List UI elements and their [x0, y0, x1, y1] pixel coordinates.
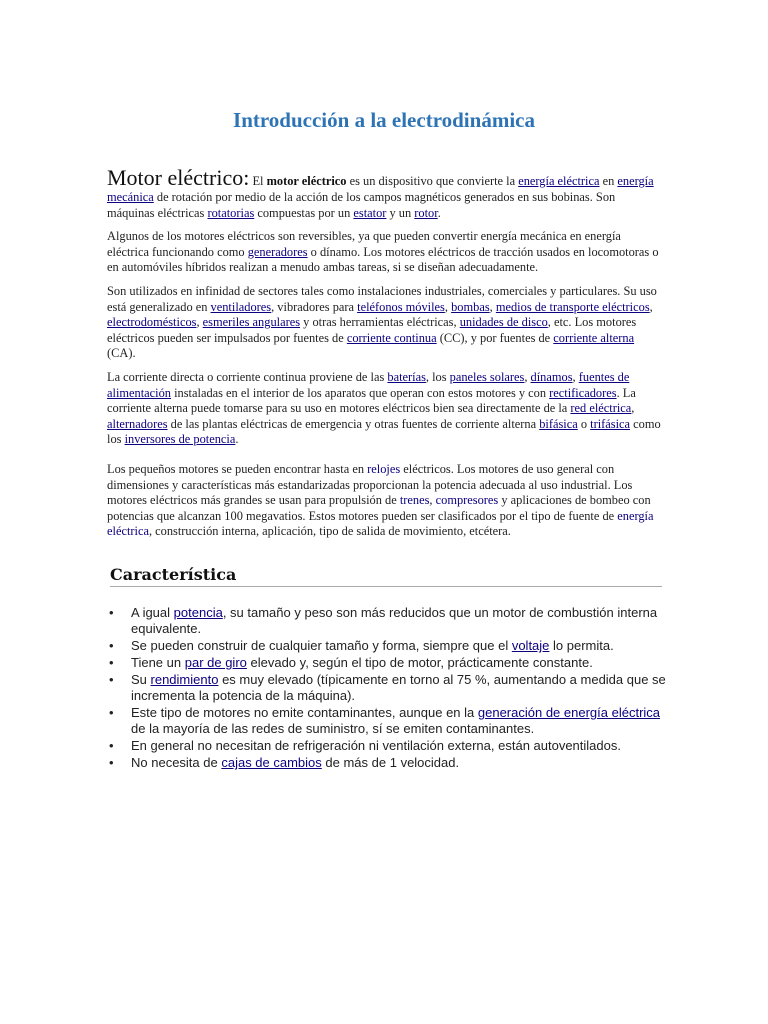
lead-heading: Motor eléctrico: — [107, 165, 250, 190]
bold-term: motor eléctrico — [266, 174, 347, 188]
text-run: lo permita. — [549, 638, 614, 653]
text-run: en — [599, 174, 618, 188]
paragraph-sizes — [107, 462, 662, 540]
text-run: . — [235, 432, 239, 447]
link-energia-electrica[interactable]: energía eléctrica — [107, 508, 654, 539]
bullet-icon: • — [109, 755, 114, 770]
link-rendimiento[interactable]: rendimiento — [150, 672, 219, 687]
text-run: En general no necesitan de refrigeración ni ventilación externa, están autoventilados. — [131, 738, 621, 753]
link-corriente-alterna[interactable]: corriente alterna — [553, 330, 635, 345]
features-list — [107, 605, 667, 772]
text-run: , los — [425, 369, 450, 384]
link-corriente-continua[interactable]: corriente continua — [346, 330, 437, 345]
text-run: Los pequeños motores se pueden encontrar hasta en — [107, 461, 368, 476]
text-run: , — [444, 299, 452, 314]
link-voltaje[interactable]: voltaje — [511, 638, 550, 653]
bullet-icon: • — [109, 605, 114, 620]
text-run: , etc. Los motores eléctricos pueden ser impulsados por fuentes de — [107, 315, 637, 345]
link-bifasica[interactable]: bifásica — [539, 416, 578, 431]
paragraph-intro — [107, 166, 662, 221]
text-run: , — [649, 299, 653, 314]
link-fuentes-de-alimentacion[interactable]: fuentes de alimentación — [107, 369, 630, 400]
link-generacion-de-energia-electrica[interactable]: generación de energía eléctrica — [477, 705, 661, 720]
link-rectificadores[interactable]: rectificadores — [549, 385, 617, 400]
text-run: es un dispositivo que convierte la — [346, 174, 519, 188]
link-ventiladores[interactable]: ventiladores — [210, 299, 272, 314]
text-run: , su tamaño y peso son más reducidos que un motor de combustión interna equivalente. — [131, 605, 658, 636]
link-red-electrica[interactable]: red eléctrica — [570, 401, 632, 416]
text-run: A igual — [131, 605, 174, 620]
text-run: Algunos de los motores eléctricos son reversibles, ya que pueden convertir energía mecánica en energía eléctrica funcionando como — [107, 229, 621, 259]
link-estator[interactable]: estator — [353, 205, 387, 220]
feature-item — [107, 755, 667, 771]
link-cajas-de-cambios[interactable]: cajas de cambios — [221, 755, 322, 770]
feature-item — [107, 738, 667, 754]
text-run: de la mayoría de las redes de suministro, sí se emiten contaminantes. — [131, 721, 535, 736]
text-run: y otras herramientas eléctricas, — [300, 315, 460, 330]
text-run: de más de 1 velocidad. — [321, 755, 460, 770]
text-run: , vibradores para — [271, 299, 358, 314]
link-alternadores[interactable]: alternadores — [107, 416, 168, 431]
link-rotatorias[interactable]: rotatorias — [207, 205, 255, 220]
feature-item — [107, 605, 667, 637]
paragraph-reversible — [107, 229, 662, 276]
text-run: instaladas en el interior de los aparatos que operan con estos motores y con — [171, 385, 550, 400]
text-run: es muy elevado (típicamente en torno al 75 %, aumentando a medida que se incrementa la potencia de la máquina). — [131, 672, 666, 703]
text-run: No necesita de — [131, 755, 222, 770]
link-dinamos[interactable]: dínamos — [530, 369, 573, 384]
text-run: (CA). — [107, 346, 136, 361]
feature-item — [107, 638, 667, 654]
text-run: y un — [386, 205, 415, 220]
text-run: , construcción interna, aplicación, tipo de salida de movimiento, etcétera. — [148, 524, 511, 539]
link-energia-mecanica[interactable]: energía mecánica — [107, 174, 654, 204]
feature-item — [107, 655, 667, 671]
link-relojes[interactable]: relojes — [367, 461, 401, 476]
text-run: de las plantas eléctricas de emergencia y otras fuentes de corriente alterna — [167, 416, 540, 431]
text-run: El — [249, 174, 267, 188]
intro-section — [107, 166, 662, 548]
link-trifasica[interactable]: trifásica — [590, 416, 631, 431]
feature-item — [107, 705, 667, 737]
text-run: o dínamo. Los motores eléctricos de tracción usados en locomotoras o en automóviles híbridos realizan a menudo ambas tareas, si se diseñan adecuadamente. — [107, 244, 659, 275]
link-generadores[interactable]: generadores — [247, 244, 308, 259]
text-run: eléctricos. Los motores de uso general con dimensiones y características más estandarizadas proporcionan la potencia adecuada al uso industrial. Los motores eléctricos más grandes se usan para propulsión de — [107, 461, 633, 508]
text-run: o — [577, 416, 591, 431]
bullet-icon: • — [109, 638, 114, 653]
link-medios-de-transporte-electricos[interactable]: medios de transporte eléctricos — [495, 299, 650, 314]
link-telefonos-moviles[interactable]: teléfonos móviles — [357, 299, 445, 314]
text-run: La corriente directa o corriente continua proviene de las — [107, 369, 388, 384]
bullet-icon: • — [109, 672, 114, 687]
text-run: . — [437, 205, 441, 220]
link-par-de-giro[interactable]: par de giro — [184, 655, 247, 670]
bullet-icon: • — [109, 655, 114, 670]
text-run: , — [631, 401, 635, 416]
section-title-caracteristica: Característica — [110, 565, 662, 587]
link-energia-electrica[interactable]: energía eléctrica — [518, 174, 600, 188]
text-run: Este tipo de motores no emite contaminantes, aunque en la — [131, 705, 478, 720]
feature-item — [107, 672, 667, 704]
text-run: , — [524, 369, 531, 384]
link-trenes[interactable]: trenes — [399, 493, 430, 508]
text-run: , — [429, 493, 436, 508]
text-run: Tiene un — [131, 655, 185, 670]
text-run: Se pueden construir de cualquier tamaño y forma, siempre que el — [131, 638, 512, 653]
text-run: . La corriente alterna puede tomarse para su uso en motores eléctricos bien sea directamente de la — [107, 385, 636, 416]
link-compresores[interactable]: compresores — [435, 493, 499, 508]
link-baterias[interactable]: baterías — [387, 369, 426, 384]
link-esmeriles-angulares[interactable]: esmeriles angulares — [202, 315, 301, 330]
link-rotor[interactable]: rotor — [414, 205, 438, 220]
text-run: Su — [131, 672, 151, 687]
link-electrodomesticos[interactable]: electrodomésticos — [107, 315, 197, 330]
text-run: , — [489, 299, 496, 314]
link-potencia[interactable]: potencia — [173, 605, 223, 620]
bullet-icon: • — [109, 738, 114, 753]
text-run: Son utilizados en infinidad de sectores tales como instalaciones industriales, comerciales y particulares. Su uso está generalizado en — [107, 283, 657, 314]
paragraph-power-sources — [107, 370, 662, 448]
link-paneles-solares[interactable]: paneles solares — [449, 369, 525, 384]
text-run: compuestas por un — [254, 205, 354, 220]
link-bombas[interactable]: bombas — [451, 299, 490, 314]
text-run: y aplicaciones de bombeo con potencias que alcanzan 100 megavatios. Estos motores pueden ser clasificados por el tipo de fuente de — [107, 493, 651, 523]
text-run: (CC), y por fuentes de — [436, 330, 554, 345]
link-inversores-de-potencia[interactable]: inversores de potencia — [124, 432, 236, 447]
text-run: , — [572, 369, 579, 384]
text-run: de rotación por medio de la acción de los campos magnéticos generados en sus bobinas. Son máquinas eléctricas — [107, 190, 616, 220]
paragraph-uses — [107, 284, 662, 362]
text-run: , — [196, 315, 203, 330]
text-run: elevado y, según el tipo de motor, prácticamente constante. — [246, 655, 593, 670]
link-unidades-de-disco[interactable]: unidades de disco — [459, 315, 548, 330]
text-run: como los — [107, 416, 661, 447]
bullet-icon: • — [109, 705, 114, 720]
document-title: Introducción a la electrodinámica — [233, 108, 535, 132]
